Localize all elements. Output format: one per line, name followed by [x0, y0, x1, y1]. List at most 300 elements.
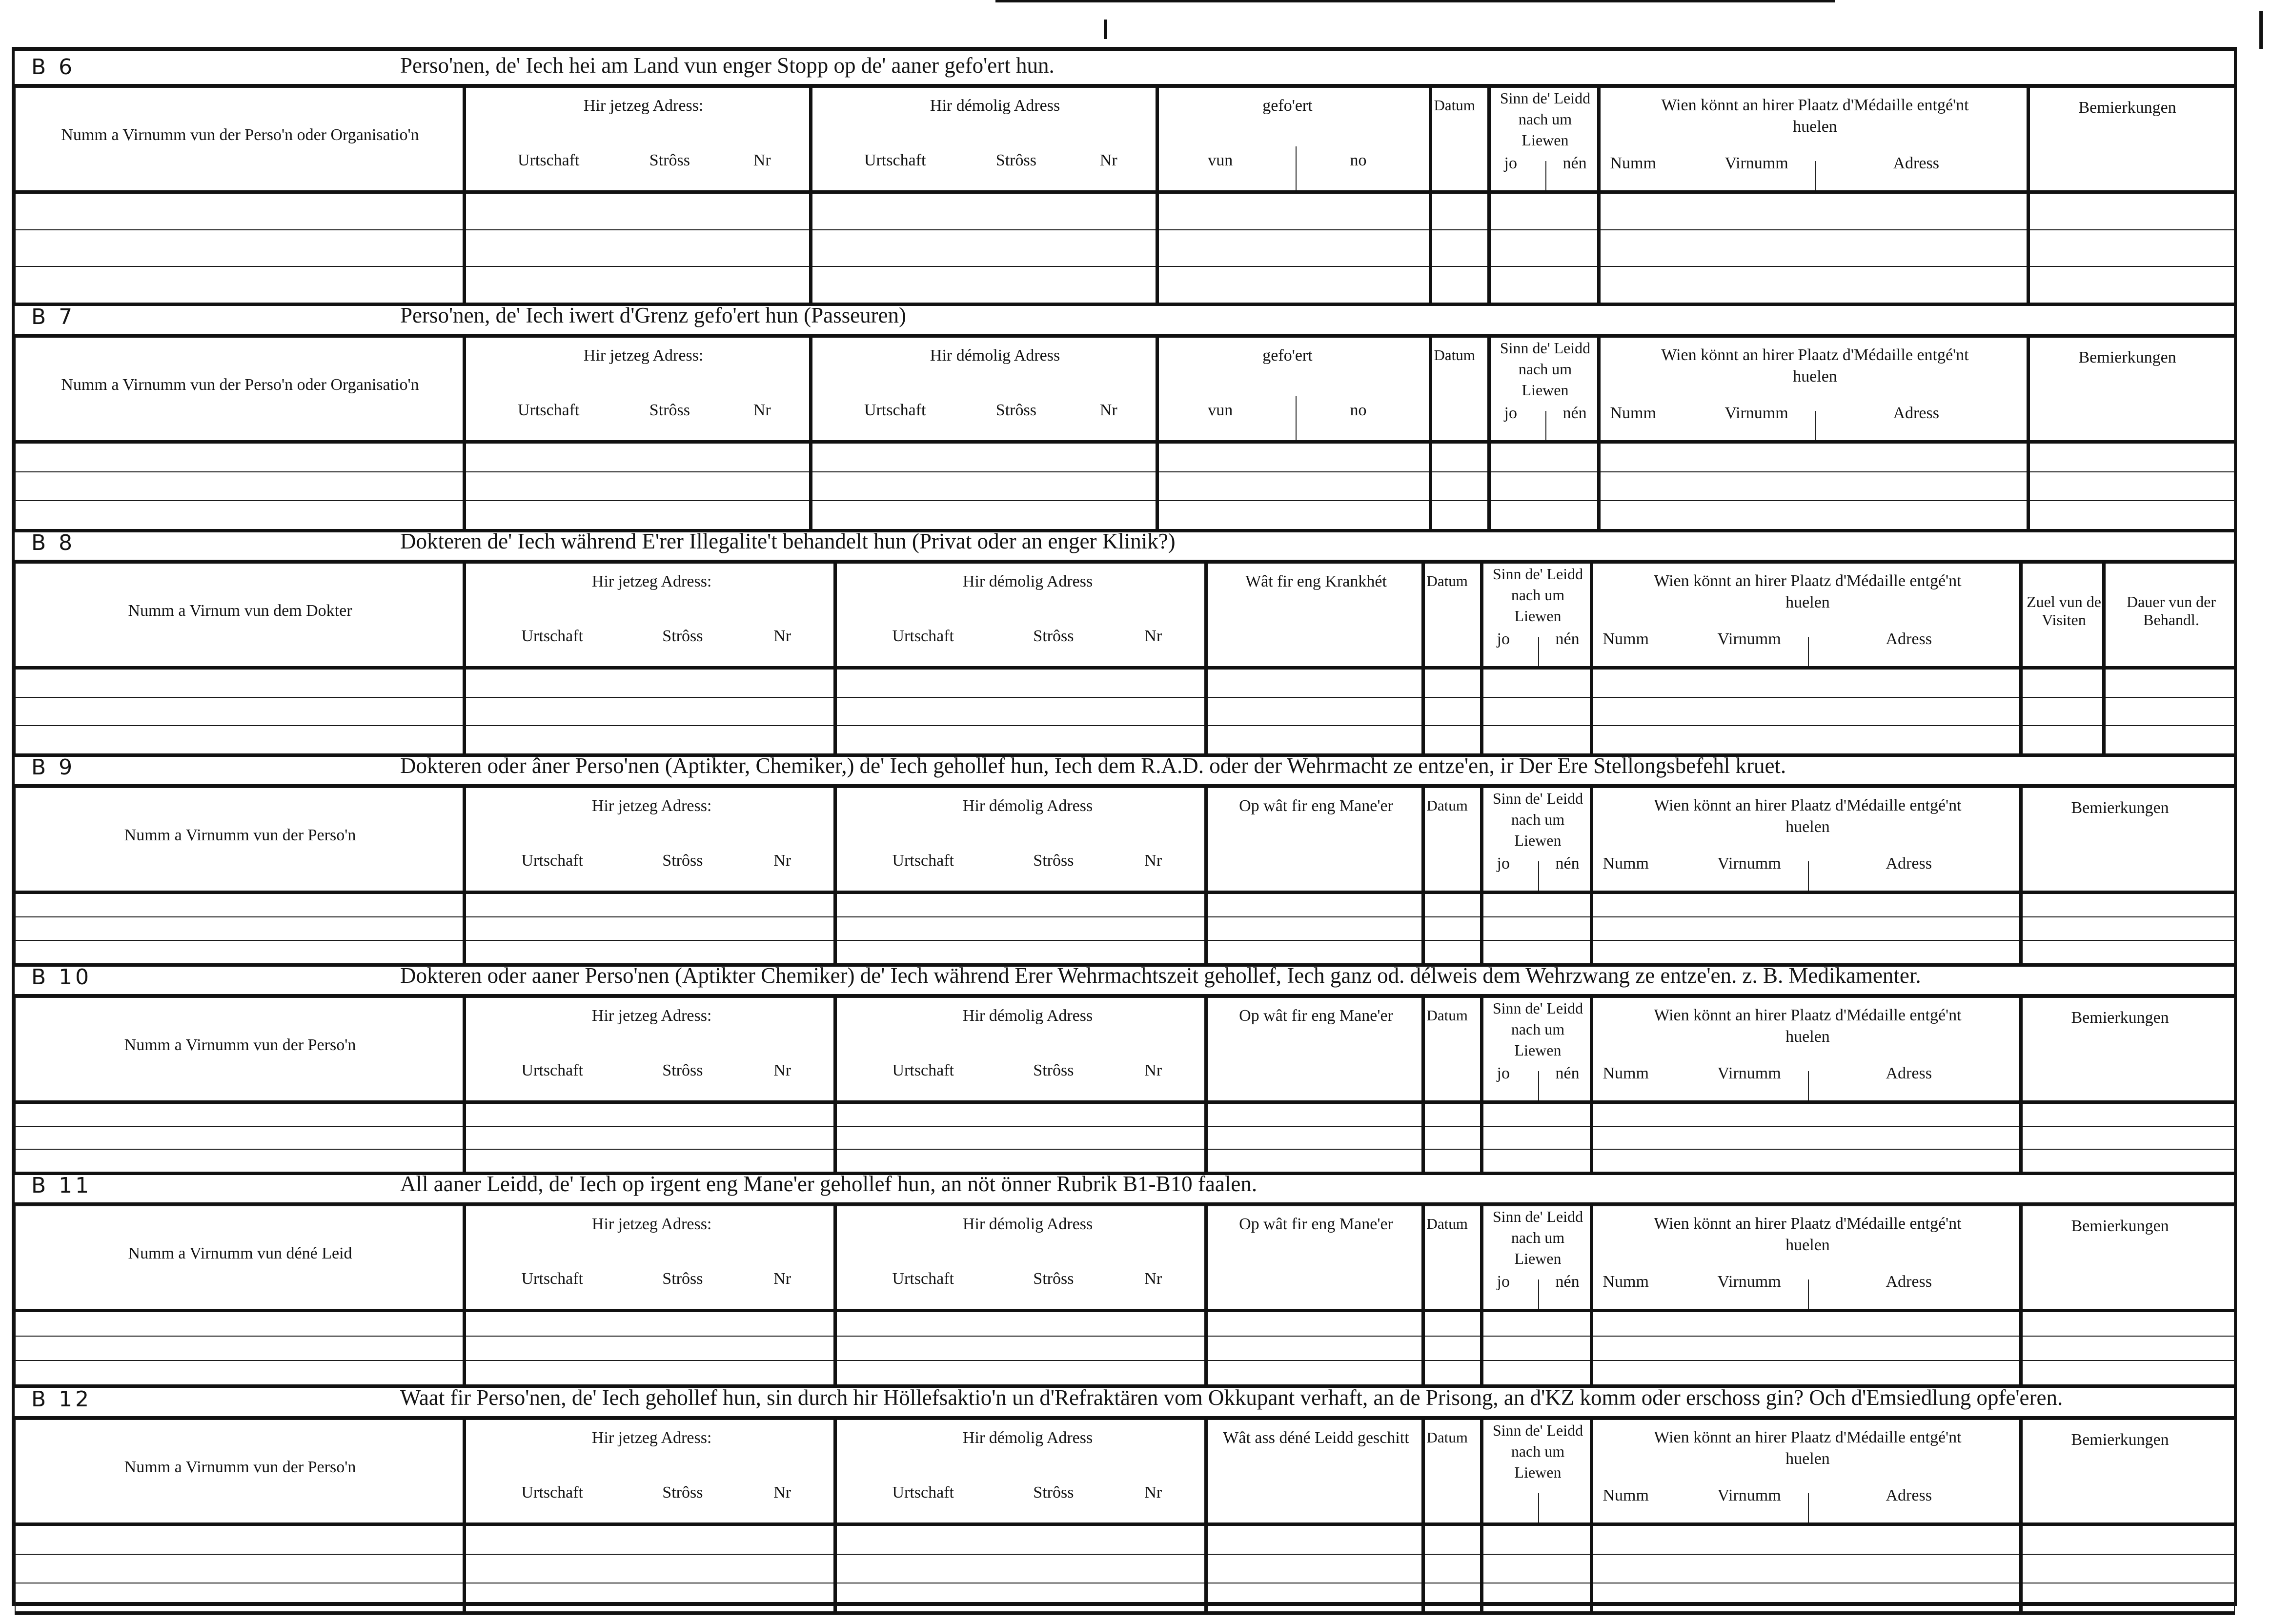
detail-column-header	[1206, 1206, 1423, 1311]
medal-sub-name: Numm	[1610, 404, 1656, 422]
entry-cell[interactable]	[1423, 697, 1481, 726]
detail-sub-to: no	[1350, 151, 1367, 169]
addr-sub-place: Urtschaft	[518, 151, 580, 169]
former-address-header	[835, 1420, 1206, 1524]
entry-cell[interactable]	[2021, 893, 2234, 917]
section-code: B 9	[31, 755, 76, 780]
section-table	[15, 87, 2234, 301]
detail-column-label: Op wât fir eng Mane'er	[1239, 797, 1393, 815]
current-address-label: Hir jetzeg Adress:	[591, 1007, 712, 1025]
entry-cell[interactable]	[1206, 1583, 1423, 1613]
entry-cell[interactable]	[1481, 1583, 1591, 1613]
detail-divider	[1296, 146, 1297, 192]
entry-row	[15, 893, 2234, 917]
alive-column-label: Sinn de' Leidd nach um Liewen	[1500, 339, 1591, 399]
former-address-label: Hir démolig Adress	[930, 97, 1060, 115]
entry-cell[interactable]	[1481, 1102, 1591, 1127]
form-section	[15, 51, 2234, 301]
entry-cell[interactable]	[811, 472, 1157, 501]
entry-cell[interactable]	[15, 266, 464, 304]
entry-cell[interactable]	[464, 442, 811, 472]
entry-cell[interactable]	[1591, 1524, 2021, 1555]
entry-cell[interactable]	[15, 472, 464, 501]
medal-column-header	[1599, 87, 2028, 192]
entry-cell[interactable]	[464, 1524, 835, 1555]
entry-cell[interactable]	[15, 893, 464, 917]
alive-column-header	[1489, 337, 1599, 442]
entry-cell[interactable]	[1591, 1102, 2021, 1127]
section-title: Perso'nen, de' Iech iwert d'Grenz gefo'ert hun (Passeuren)	[400, 303, 907, 327]
entry-cell[interactable]	[1423, 1311, 1481, 1337]
name-column-label: Numm a Virnumm vun déné Leid	[128, 1244, 352, 1262]
former-address-header	[835, 1206, 1206, 1311]
alive-column-label: Sinn de' Leidd nach um Liewen	[1500, 89, 1591, 149]
entry-table	[15, 1419, 2235, 1615]
alive-sub-no: nén	[1555, 1273, 1580, 1291]
addr-sub-place: Urtschaft	[521, 627, 584, 645]
entry-cell[interactable]	[15, 192, 464, 230]
table-header-row	[15, 1420, 2234, 1524]
entry-cell[interactable]	[811, 266, 1157, 304]
entry-cell[interactable]	[15, 1126, 464, 1149]
entry-cell[interactable]	[464, 1102, 835, 1127]
date-column-header	[1430, 337, 1489, 442]
entry-cell[interactable]	[835, 917, 1206, 940]
addr-sub-place: Urtschaft	[521, 1061, 584, 1079]
entry-cell[interactable]	[835, 668, 1206, 698]
name-column-header	[15, 1206, 464, 1311]
duration-column-header	[2104, 563, 2234, 668]
medal-column-label: Wien könnt an hirer Plaatz d'Médaille entgé'nt huelen	[1654, 572, 1962, 611]
entry-cell[interactable]	[2021, 668, 2104, 698]
entry-cell[interactable]	[464, 192, 811, 230]
section-code: B 11	[31, 1173, 92, 1198]
addr-sub-street: Strôss	[1033, 1270, 1074, 1288]
entry-cell[interactable]	[1481, 1524, 1591, 1555]
entry-cell[interactable]	[2021, 697, 2104, 726]
alive-column-header	[1481, 563, 1591, 668]
alive-column-header	[1481, 1420, 1591, 1524]
addr-sub-place: Urtschaft	[892, 1483, 954, 1502]
addr-sub-place: Urtschaft	[864, 151, 926, 169]
entry-cell[interactable]	[835, 1524, 1206, 1555]
entry-cell[interactable]	[15, 1360, 464, 1386]
entry-cell[interactable]	[1591, 1360, 2021, 1386]
entry-cell[interactable]	[835, 1360, 1206, 1386]
entry-cell[interactable]	[835, 1336, 1206, 1360]
medal-sub-name: Numm	[1603, 1273, 1649, 1291]
date-column-label: Datum	[1434, 97, 1475, 114]
alive-divider	[1538, 1279, 1539, 1311]
entry-cell[interactable]	[1430, 442, 1489, 472]
entry-cell[interactable]	[2021, 1311, 2234, 1337]
table-header-row	[15, 563, 2234, 668]
date-column-label: Datum	[1434, 346, 1475, 364]
entry-row	[15, 917, 2234, 940]
entry-cell[interactable]	[1430, 192, 1489, 230]
entry-cell[interactable]	[1481, 893, 1591, 917]
entry-cell[interactable]	[1489, 192, 1599, 230]
entry-cell[interactable]	[1591, 1311, 2021, 1337]
detail-column-header	[1206, 563, 1423, 668]
entry-cell[interactable]	[15, 1524, 464, 1555]
alive-column-label: Sinn de' Leidd nach um Liewen	[1492, 1208, 1583, 1267]
medal-divider	[1808, 1279, 1809, 1311]
entry-cell[interactable]	[1489, 266, 1599, 304]
entry-cell[interactable]	[1430, 266, 1489, 304]
entry-cell[interactable]	[464, 1311, 835, 1337]
table-header-row	[15, 87, 2234, 192]
alive-sub-no: nén	[1555, 1064, 1580, 1082]
entry-cell[interactable]	[1591, 1554, 2021, 1583]
entry-cell[interactable]	[835, 1102, 1206, 1127]
date-column-label: Datum	[1426, 572, 1468, 589]
entry-cell[interactable]	[1599, 442, 2028, 472]
medal-column-header	[1591, 1420, 2021, 1524]
entry-cell[interactable]	[1206, 1360, 1423, 1386]
table-header-row	[15, 1206, 2234, 1311]
detail-column-label: Wât fir eng Krankhét	[1245, 572, 1387, 590]
entry-cell[interactable]	[811, 442, 1157, 472]
entry-cell[interactable]	[1481, 917, 1591, 940]
entry-cell[interactable]	[1599, 472, 2028, 501]
medal-column-header	[1591, 997, 2021, 1102]
alive-sub-no: nén	[1555, 854, 1580, 873]
entry-cell[interactable]	[1591, 917, 2021, 940]
entry-row	[15, 668, 2234, 698]
entry-cell[interactable]	[1481, 1336, 1591, 1360]
entry-row	[15, 1554, 2234, 1583]
name-column-header	[15, 337, 464, 442]
addr-sub-number: Nr	[753, 151, 771, 169]
alive-sub-no: nén	[1562, 154, 1587, 172]
entry-cell[interactable]	[464, 697, 835, 726]
entry-cell[interactable]	[1423, 893, 1481, 917]
entry-cell[interactable]	[811, 192, 1157, 230]
entry-cell[interactable]	[464, 230, 811, 266]
entry-cell[interactable]	[835, 1311, 1206, 1337]
entry-cell[interactable]	[1599, 266, 2028, 304]
entry-cell[interactable]	[1423, 1336, 1481, 1360]
date-column-label: Datum	[1426, 1007, 1468, 1024]
detail-sub-from: vun	[1208, 151, 1233, 169]
section-code: B 10	[31, 965, 92, 990]
entry-cell[interactable]	[1423, 1126, 1481, 1149]
entry-cell[interactable]	[464, 1126, 835, 1149]
entry-cell[interactable]	[1206, 1336, 1423, 1360]
entry-cell[interactable]	[1591, 697, 2021, 726]
addr-sub-street: Strôss	[1033, 1483, 1074, 1502]
entry-cell[interactable]	[464, 472, 811, 501]
entry-row	[15, 230, 2234, 266]
entry-cell[interactable]	[2104, 697, 2234, 726]
entry-cell[interactable]	[1423, 1554, 1481, 1583]
section-code: B 6	[31, 55, 76, 80]
entry-cell[interactable]	[835, 697, 1206, 726]
addr-sub-number: Nr	[773, 1270, 791, 1288]
remarks-column-header	[2021, 1206, 2234, 1311]
medal-column-label: Wien könnt an hirer Plaatz d'Médaille entgé'nt huelen	[1654, 796, 1962, 836]
section-table	[15, 337, 2234, 527]
entry-cell[interactable]	[1481, 1126, 1591, 1149]
form-section	[15, 301, 2234, 527]
medal-sub-firstname: Virnumm	[1724, 404, 1788, 422]
addr-sub-street: Strôss	[662, 1061, 703, 1079]
medal-column-label: Wien könnt an hirer Plaatz d'Médaille entgé'nt huelen	[1654, 1428, 1962, 1468]
entry-cell[interactable]	[1206, 917, 1423, 940]
entry-cell[interactable]	[2021, 1524, 2234, 1555]
entry-row	[15, 1126, 2234, 1149]
entry-cell[interactable]	[464, 893, 835, 917]
entry-cell[interactable]	[1489, 442, 1599, 472]
entry-cell[interactable]	[1591, 668, 2021, 698]
entry-cell[interactable]	[2028, 472, 2234, 501]
addr-sub-street: Strôss	[662, 627, 703, 645]
entry-cell[interactable]	[2021, 1360, 2234, 1386]
current-address-header	[464, 1420, 835, 1524]
alive-divider	[1538, 1493, 1539, 1524]
entry-cell[interactable]	[464, 1554, 835, 1583]
entry-cell[interactable]	[2021, 1126, 2234, 1149]
current-address-header	[464, 997, 835, 1102]
addr-sub-number: Nr	[1144, 1061, 1162, 1079]
entry-cell[interactable]	[1157, 230, 1430, 266]
entry-cell[interactable]	[2028, 266, 2234, 304]
entry-cell[interactable]	[1423, 1524, 1481, 1555]
entry-cell[interactable]	[15, 1554, 464, 1583]
addr-sub-street: Strôss	[649, 401, 690, 419]
section-title-bar	[15, 961, 2234, 997]
entry-cell[interactable]	[2021, 1583, 2234, 1613]
medal-sub-name: Numm	[1610, 154, 1656, 172]
name-column-label: Numm a Virnumm vun der Perso'n	[124, 1458, 356, 1476]
detail-column-label: Wât ass déné Leidd geschitt	[1223, 1429, 1409, 1447]
current-address-label: Hir jetzeg Adress:	[583, 97, 704, 115]
former-address-label: Hir démolig Adress	[962, 572, 1093, 590]
section-title: Dokteren oder aaner Perso'nen (Aptikter Chemiker) de' Iech während Erer Wehrmachtszeit gehollef, Iech ganz od. délweis dem Wehrzwang ze entze'en. z. B. Medikamenter.	[400, 963, 1921, 988]
current-address-header	[464, 563, 835, 668]
entry-cell[interactable]	[1157, 266, 1430, 304]
entry-table	[15, 1205, 2235, 1388]
current-address-label: Hir jetzeg Adress:	[591, 572, 712, 590]
entry-table	[15, 87, 2235, 306]
entry-cell[interactable]	[464, 1336, 835, 1360]
entry-cell[interactable]	[1206, 1102, 1423, 1127]
medal-sub-name: Numm	[1603, 854, 1649, 873]
entry-cell[interactable]	[464, 917, 835, 940]
medal-sub-address: Adress	[1886, 1486, 1932, 1504]
medal-divider	[1808, 861, 1809, 893]
alive-divider	[1545, 161, 1546, 192]
medal-column-header	[1591, 788, 2021, 893]
entry-cell[interactable]	[1157, 442, 1430, 472]
entry-cell[interactable]	[1206, 668, 1423, 698]
entry-cell[interactable]	[2028, 192, 2234, 230]
entry-cell[interactable]	[2104, 668, 2234, 698]
detail-column-header	[1206, 997, 1423, 1102]
entry-cell[interactable]	[15, 1102, 464, 1127]
former-address-header	[811, 337, 1157, 442]
remarks-column-label: Bemierkungen	[2071, 1431, 2169, 1449]
alive-divider	[1538, 861, 1539, 893]
top-edge-line	[995, 0, 1835, 2]
name-column-header	[15, 788, 464, 893]
medal-sub-firstname: Virnumm	[1717, 1273, 1781, 1291]
entry-cell[interactable]	[15, 668, 464, 698]
addr-sub-number: Nr	[1144, 627, 1162, 645]
entry-cell[interactable]	[1157, 472, 1430, 501]
entry-cell[interactable]	[1599, 230, 2028, 266]
section-table	[15, 1205, 2234, 1383]
entry-cell[interactable]	[464, 1360, 835, 1386]
detail-divider	[1296, 396, 1297, 442]
alive-sub-yes: jo	[1504, 404, 1517, 422]
entry-cell[interactable]	[1481, 1360, 1591, 1386]
entry-cell[interactable]	[1591, 1336, 2021, 1360]
section-title-bar	[15, 1169, 2234, 1205]
entry-cell[interactable]	[1157, 192, 1430, 230]
addr-sub-street: Strôss	[1033, 1061, 1074, 1079]
entry-cell[interactable]	[1591, 1583, 2021, 1613]
medal-column-header	[1591, 563, 2021, 668]
visits-column-label: Zuel vun de Visiten	[2027, 593, 2101, 629]
medal-sub-firstname: Virnumm	[1724, 154, 1788, 172]
entry-cell[interactable]	[15, 230, 464, 266]
entry-cell[interactable]	[835, 893, 1206, 917]
entry-cell[interactable]	[2021, 1336, 2234, 1360]
entry-cell[interactable]	[1206, 1126, 1423, 1149]
date-column-label: Datum	[1426, 1429, 1468, 1446]
entry-cell[interactable]	[1599, 192, 2028, 230]
entry-cell[interactable]	[2028, 442, 2234, 472]
remarks-column-label: Bemierkungen	[2071, 1009, 2169, 1027]
entry-cell[interactable]	[1423, 1360, 1481, 1386]
section-code: B 8	[31, 530, 76, 555]
entry-cell[interactable]	[15, 1336, 464, 1360]
entry-cell[interactable]	[1206, 697, 1423, 726]
section-table	[15, 1419, 2234, 1610]
addr-sub-street: Strôss	[1033, 852, 1074, 870]
addr-sub-number: Nr	[1144, 852, 1162, 870]
remarks-column-header	[2021, 1420, 2234, 1524]
addr-sub-street: Strôss	[995, 401, 1036, 419]
alive-sub-yes: jo	[1497, 1273, 1510, 1291]
entry-cell[interactable]	[2021, 1554, 2234, 1583]
entry-cell[interactable]	[1591, 893, 2021, 917]
entry-cell[interactable]	[2028, 230, 2234, 266]
section-title: Dokteren oder âner Perso'nen (Aptikter, Chemiker,) de' Iech gehollef hun, Iech dem R.A.D. oder der Wehrmacht ze entze'en, ir Der Ere Stellongsbefehl kruet.	[400, 753, 1786, 778]
entry-cell[interactable]	[835, 1554, 1206, 1583]
entry-cell[interactable]	[15, 1311, 464, 1337]
medal-sub-firstname: Virnumm	[1717, 630, 1781, 648]
addr-sub-place: Urtschaft	[892, 1270, 954, 1288]
alive-column-header	[1481, 997, 1591, 1102]
entry-cell[interactable]	[1423, 668, 1481, 698]
section-title-bar	[15, 527, 2234, 563]
medal-column-label: Wien könnt an hirer Plaatz d'Médaille entgé'nt huelen	[1654, 1006, 1962, 1046]
entry-cell[interactable]	[1489, 230, 1599, 266]
remarks-column-header	[2028, 337, 2234, 442]
entry-cell[interactable]	[1430, 230, 1489, 266]
entry-cell[interactable]	[1481, 697, 1591, 726]
name-column-header	[15, 87, 464, 192]
entry-cell[interactable]	[464, 266, 811, 304]
detail-column-label: gefo'ert	[1262, 346, 1313, 365]
entry-cell[interactable]	[2021, 917, 2234, 940]
entry-cell[interactable]	[1591, 1126, 2021, 1149]
section-table	[15, 787, 2234, 961]
entry-cell[interactable]	[1423, 1102, 1481, 1127]
entry-cell[interactable]	[1481, 668, 1591, 698]
medal-divider	[1808, 1493, 1809, 1524]
entry-row	[15, 1583, 2234, 1613]
addr-sub-number: Nr	[773, 1483, 791, 1502]
entry-cell[interactable]	[1423, 1583, 1481, 1613]
former-address-label: Hir démolig Adress	[962, 1215, 1093, 1233]
medal-sub-address: Adress	[1893, 404, 1939, 422]
medal-sub-firstname: Virnumm	[1717, 854, 1781, 873]
entry-cell[interactable]	[1481, 1311, 1591, 1337]
entry-cell[interactable]	[1430, 472, 1489, 501]
entry-cell[interactable]	[1423, 917, 1481, 940]
detail-sub-to: no	[1350, 401, 1367, 419]
form-section	[15, 1383, 2234, 1610]
name-column-header	[15, 563, 464, 668]
entry-cell[interactable]	[1206, 1554, 1423, 1583]
entry-cell[interactable]	[15, 697, 464, 726]
addr-sub-place: Urtschaft	[521, 1270, 584, 1288]
current-address-header	[464, 87, 811, 192]
entry-cell[interactable]	[1206, 1524, 1423, 1555]
remarks-column-label: Bemierkungen	[2078, 99, 2176, 117]
right-tick-mark	[2259, 11, 2263, 49]
entry-cell[interactable]	[1481, 1554, 1591, 1583]
addr-sub-street: Strôss	[662, 1270, 703, 1288]
addr-sub-place: Urtschaft	[864, 401, 926, 419]
date-column-header	[1423, 788, 1481, 893]
entry-cell[interactable]	[835, 1583, 1206, 1613]
alive-column-label: Sinn de' Leidd nach um Liewen	[1492, 790, 1583, 849]
medal-sub-address: Adress	[1893, 154, 1939, 172]
entry-cell[interactable]	[15, 917, 464, 940]
medal-column-label: Wien könnt an hirer Plaatz d'Médaille entgé'nt huelen	[1661, 96, 1969, 136]
entry-cell[interactable]	[464, 1583, 835, 1613]
entry-cell[interactable]	[464, 668, 835, 698]
entry-cell[interactable]	[811, 230, 1157, 266]
section-title-bar	[15, 301, 2234, 337]
addr-sub-number: Nr	[753, 401, 771, 419]
entry-row	[15, 192, 2234, 230]
entry-cell[interactable]	[1206, 893, 1423, 917]
date-column-header	[1430, 87, 1489, 192]
entry-cell[interactable]	[15, 442, 464, 472]
top-tick-mark	[1104, 20, 1107, 39]
entry-table	[15, 787, 2235, 967]
entry-cell[interactable]	[1206, 1311, 1423, 1337]
medal-sub-name: Numm	[1603, 630, 1649, 648]
entry-cell[interactable]	[1489, 472, 1599, 501]
entry-cell[interactable]	[835, 1126, 1206, 1149]
entry-cell[interactable]	[15, 1583, 464, 1613]
date-column-label: Datum	[1426, 797, 1468, 814]
addr-sub-place: Urtschaft	[521, 852, 584, 870]
name-column-label: Numm a Virnumm vun der Perso'n oder Organisatio'n	[61, 126, 419, 144]
entry-cell[interactable]	[2021, 1102, 2234, 1127]
former-address-header	[835, 563, 1206, 668]
remarks-column-label: Bemierkungen	[2071, 1217, 2169, 1235]
section-table	[15, 997, 2234, 1169]
medal-sub-name: Numm	[1603, 1064, 1649, 1082]
